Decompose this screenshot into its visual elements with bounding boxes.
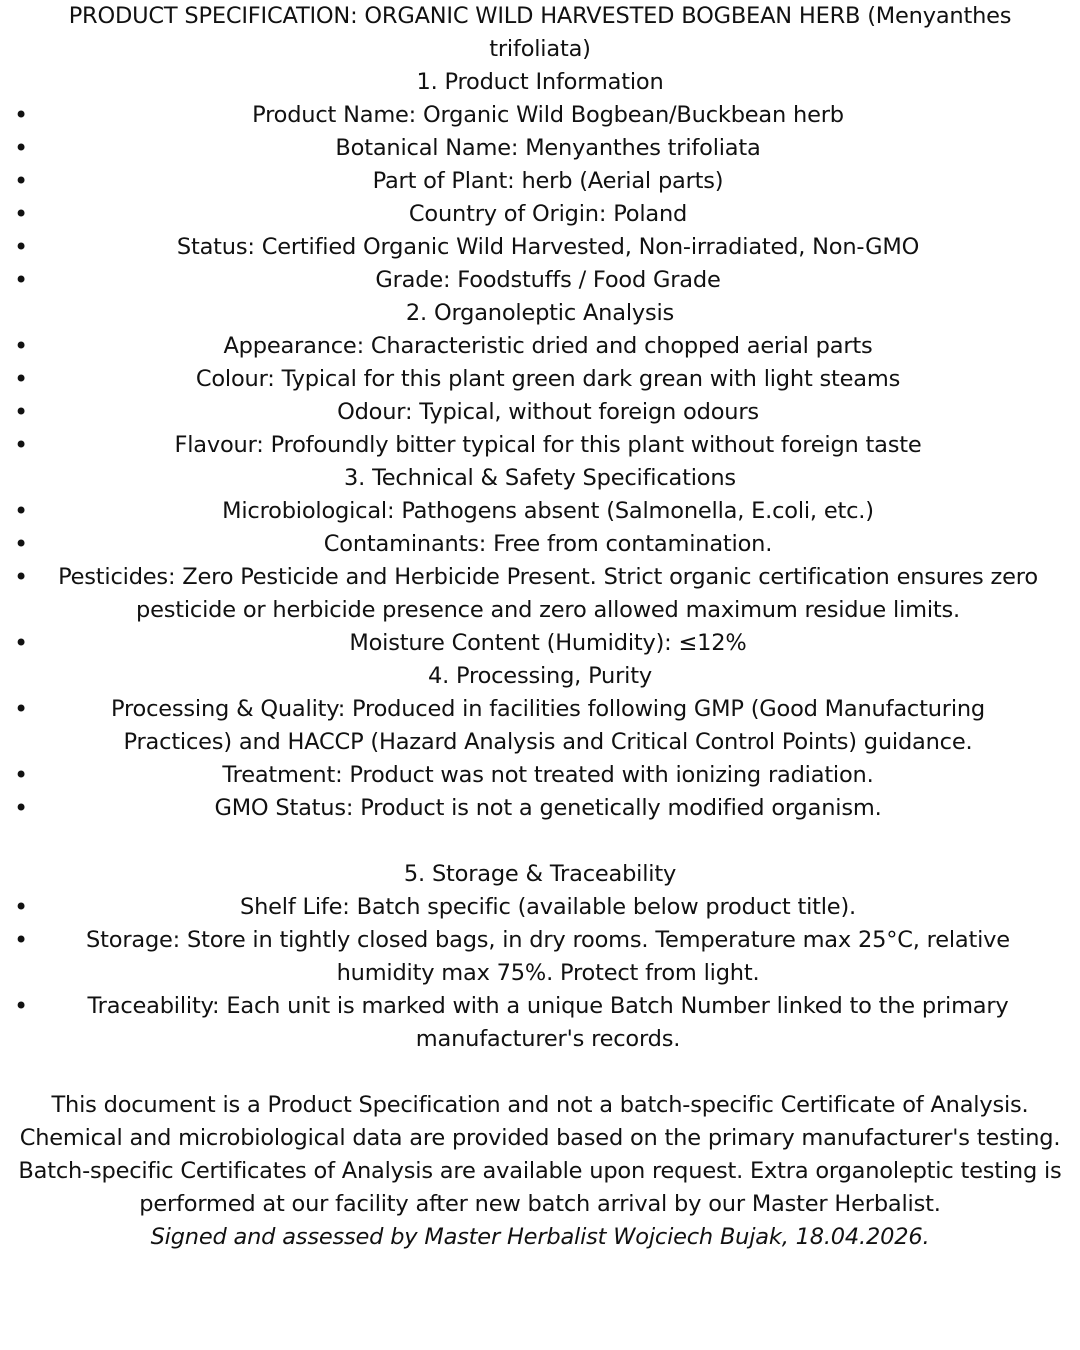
section-storage-traceability: [10, 858, 1070, 1056]
list-item: • Botanical Name: Menyanthes trifoliata: [10, 132, 1070, 165]
list-item: • Status: Certified Organic Wild Harvested, Non-irradiated, Non-GMO: [10, 231, 1070, 264]
list-item: • Flavour: Profoundly bitter typical for this plant without foreign taste: [10, 429, 1070, 462]
signature-line: Signed and assessed by Master Herbalist Wojciech Bujak, 18.04.2026.: [150, 1224, 930, 1250]
section-technical-safety: [10, 462, 1070, 660]
list-item: • Processing & Quality: Produced in facilities following GMP (Good Manufacturing Practices) and HACCP (Hazard Analysis and Critical Control Points) guidance.: [10, 693, 1070, 759]
document-title: PRODUCT SPECIFICATION: ORGANIC WILD HARVESTED BOGBEAN HERB (Menyanthes trifoliata): [68, 3, 1012, 62]
list-item: • Colour: Typical for this plant green dark grean with light steams: [10, 363, 1070, 396]
list-item: • Moisture Content (Humidity): ≤12%: [10, 627, 1070, 660]
section-product-information: [10, 66, 1070, 297]
disclaimer-paragraph: This document is a Product Specification and not a batch-specific Certificate of Analysis. Chemical and microbiological data are provided based on the primary manufacturer's testing. Batch-specific Certificates of Analysis are available upon request. Extra organoleptic testing is performed at our facility after new batch arrival by our Master Herbalist.: [18, 1092, 1062, 1217]
blank-line: [10, 1056, 1070, 1089]
section-organoleptic-analysis: [10, 297, 1070, 462]
section-heading: 4. Processing, Purity: [428, 663, 652, 689]
blank-line: [10, 825, 1070, 858]
list-item: • Country of Origin: Poland: [10, 198, 1070, 231]
section-heading: 3. Technical & Safety Specifications: [344, 465, 736, 491]
bullet-list: [10, 693, 1070, 825]
list-item: • Product Name: Organic Wild Bogbean/Buckbean herb: [10, 99, 1070, 132]
list-item: • Pesticides: Zero Pesticide and Herbicide Present. Strict organic certification ensures zero pesticide or herbicide presence and zero allowed maximum residue limits.: [10, 561, 1070, 627]
list-item: • Grade: Foodstuffs / Food Grade: [10, 264, 1070, 297]
list-item: • Traceability: Each unit is marked with a unique Batch Number linked to the primary manufacturer's records.: [10, 990, 1070, 1056]
list-item: • GMO Status: Product is not a genetically modified organism.: [10, 792, 1070, 825]
list-item: • Contaminants: Free from contamination.: [10, 528, 1070, 561]
section-heading: 1. Product Information: [416, 69, 664, 95]
bullet-list: [10, 330, 1070, 462]
section-processing-purity: [10, 660, 1070, 825]
list-item: • Appearance: Characteristic dried and chopped aerial parts: [10, 330, 1070, 363]
bullet-list: [10, 495, 1070, 660]
section-heading: 2. Organoleptic Analysis: [405, 300, 675, 326]
list-item: • Treatment: Product was not treated with ionizing radiation.: [10, 759, 1070, 792]
list-item: • Shelf Life: Batch specific (available below product title).: [10, 891, 1070, 924]
bullet-list: [10, 891, 1070, 1056]
section-heading: 5. Storage & Traceability: [403, 861, 677, 887]
list-item: • Odour: Typical, without foreign odours: [10, 396, 1070, 429]
bullet-list: [10, 99, 1070, 297]
list-item: • Microbiological: Pathogens absent (Salmonella, E.coli, etc.): [10, 495, 1070, 528]
list-item: • Storage: Store in tightly closed bags, in dry rooms. Temperature max 25°C, relative humidity max 75%. Protect from light.: [10, 924, 1070, 990]
list-item: • Part of Plant: herb (Aerial parts): [10, 165, 1070, 198]
